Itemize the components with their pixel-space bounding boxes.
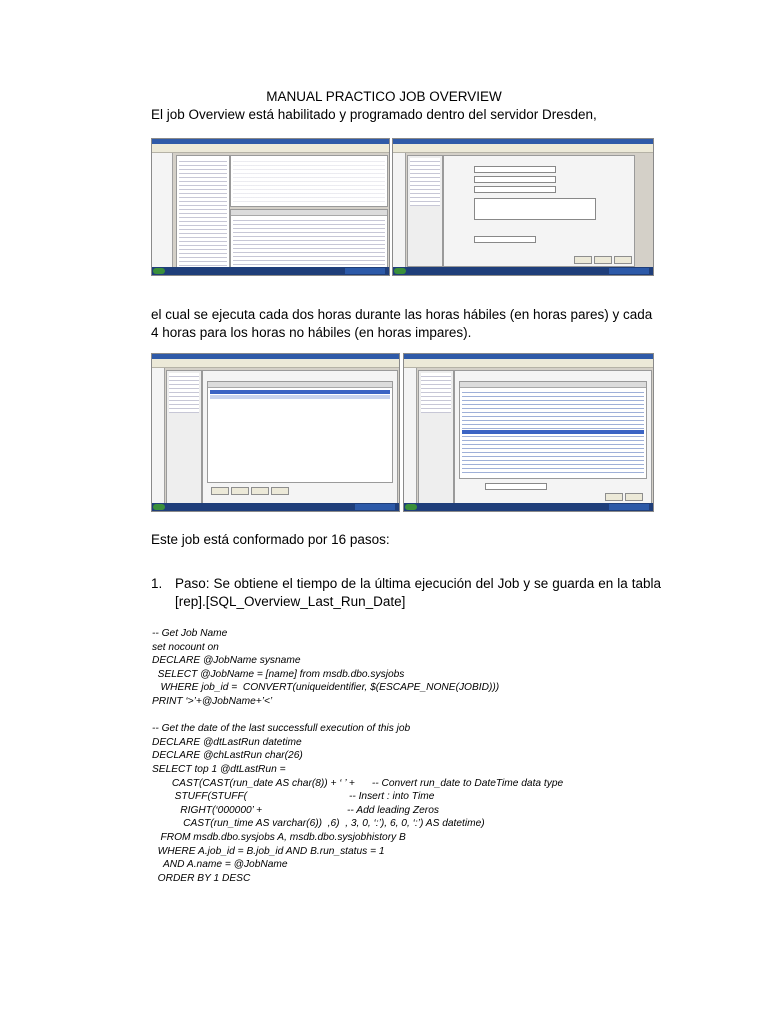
schedule-paragraph: el cual se ejecuta cada dos horas durante las horas hábiles (en horas pares) y cada 4 horas para los horas no hábiles (en horas impares).: [151, 307, 653, 340]
code-line: DECLARE @JobName sysname: [152, 655, 301, 667]
code-line: WHERE job_id = CONVERT(uniqueidentifier, $(ESCAPE_NONE(JOBID))): [152, 682, 500, 694]
code-line: ORDER BY 1 DESC: [152, 872, 251, 884]
screenshot-job-schedules: [151, 353, 400, 512]
code-line: CAST(run_time AS varchar(6)) ,6) , 3, 0, ‘:’), 6, 0, ‘:’) AS datetime): [152, 818, 485, 830]
sql-code-block: [152, 627, 622, 885]
document-title: MANUAL PRACTICO JOB OVERVIEW: [266, 89, 502, 104]
code-line: SELECT @JobName = [name] from msdb.dbo.sysjobs: [152, 668, 405, 680]
code-line: FROM msdb.dbo.sysjobs A, msdb.dbo.sysjobhistory B: [152, 831, 406, 843]
step-number: 1.: [151, 576, 163, 591]
code-line: DECLARE @dtLastRun datetime: [152, 736, 302, 748]
steps-intro: Este job está conformado por 16 pasos:: [151, 532, 390, 547]
step-1: [151, 575, 661, 611]
code-line: DECLARE @chLastRun char(26): [152, 750, 303, 762]
code-line: RIGHT(‘000000’ + -- Add leading Zeros: [152, 804, 439, 816]
screenshot-job-activity-monitor: [151, 138, 390, 276]
step-description: Paso: Se obtiene el tiempo de la última ejecución del Job y se guarda en la tabla [rep].[SQL_Overview_Last_Run_Date]: [175, 576, 661, 609]
screenshot-job-properties-general: [392, 138, 654, 276]
code-line: SELECT top 1 @dtLastRun =: [152, 763, 286, 775]
code-line: STUFF(STUFF( -- Insert : into Time: [152, 791, 435, 803]
code-line: CAST(CAST(run_date AS char(8)) + ‘ ’ + -- Convert run_date to DateTime data type: [152, 777, 564, 789]
code-line: PRINT ‘>’+@JobName+’<’: [152, 695, 273, 707]
code-line: -- Get Job Name: [152, 628, 228, 639]
code-line: AND A.name = @JobName: [152, 859, 288, 871]
intro-paragraph: El job Overview está habilitado y programado dentro del servidor Dresden,: [151, 107, 597, 122]
code-line: WHERE A.job_id = B.job_id AND B.run_status = 1: [152, 845, 385, 857]
code-line: -- Get the date of the last successfull execution of this job: [152, 723, 411, 735]
code-line: [152, 709, 622, 723]
screenshot-job-steps: [403, 353, 654, 512]
code-line: set nocount on: [152, 641, 219, 653]
